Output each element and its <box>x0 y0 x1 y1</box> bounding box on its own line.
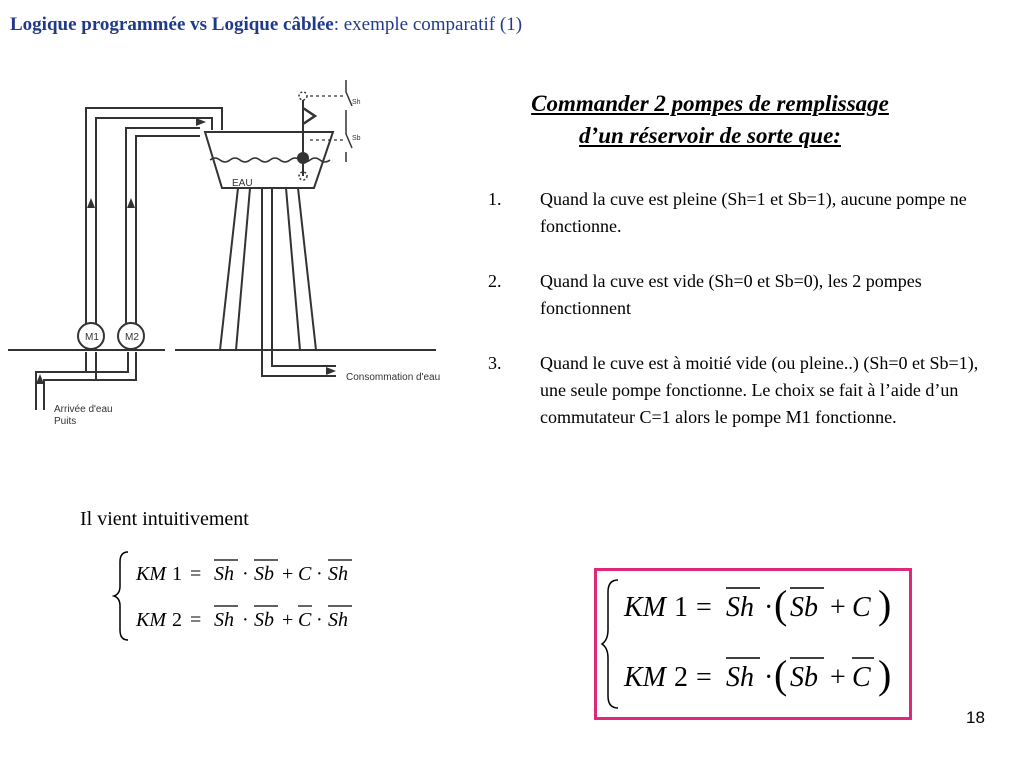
final-eq2-t2: Sb <box>790 662 818 693</box>
pipe-m1-inner <box>96 118 212 340</box>
water-tower-diagram <box>0 60 440 430</box>
pipe-m2-inner <box>136 136 200 340</box>
brace-intuitive <box>114 552 128 640</box>
tower-leg-left <box>220 188 238 350</box>
switch-sb <box>346 124 352 162</box>
slide-title-rest: : exemple comparatif (1) <box>333 14 523 35</box>
eq1-t1: Sh <box>214 563 234 585</box>
svg-text:): ) <box>878 582 892 627</box>
label-sb: Sb <box>352 135 361 142</box>
problem-heading-line2: d’un réservoir de sorte que: <box>579 123 841 148</box>
final-eq1-t2: Sb <box>790 592 818 623</box>
list-item-text: Quand le cuve est à moitié vide (ou pleine..) (Sh=0 et Sb=1), une seule pompe fonctionne. Le choix se fait à l’aide d’un commutateur C=1 alors le pompe M1 fonctionne. <box>540 353 979 427</box>
label-eau: EAU <box>232 178 253 189</box>
svg-text:(: ( <box>774 582 788 627</box>
list-item-number: 2. <box>488 271 502 291</box>
arrow-out <box>326 367 336 375</box>
list-item-text: Quand la cuve est pleine (Sh=1 et Sb=1), aucune pompe ne fonctionne. <box>540 189 967 236</box>
final-eq2-t3: C <box>852 662 871 693</box>
tower-leg-right <box>298 188 316 350</box>
final-eq2-lhs-num: 2 <box>674 662 688 693</box>
eq2-lhs-num: 2 <box>172 609 182 631</box>
pipe-inlet-inner <box>44 352 136 410</box>
eq2-t1: Sh <box>214 609 234 631</box>
label-arrivee: Arrivée d'eau <box>54 404 113 415</box>
float-ball <box>297 152 309 164</box>
eq1-t4: Sh <box>328 563 348 585</box>
svg-text:+: + <box>282 609 294 631</box>
arrow-into-tank <box>196 118 206 126</box>
list-item-number: 3. <box>488 353 502 373</box>
svg-text:+: + <box>282 563 294 585</box>
svg-text:·: · <box>316 563 323 585</box>
eq1-t2: Sb <box>254 563 274 585</box>
list-item-number: 1. <box>488 189 502 209</box>
svg-text:(: ( <box>774 652 788 697</box>
label-m2: M2 <box>125 332 139 343</box>
slide-title <box>10 14 522 36</box>
label-sh: Sh <box>352 99 361 106</box>
arrow-inlet <box>36 374 44 384</box>
pipe-outlet-inner <box>272 188 336 366</box>
arrow-up-left <box>87 198 95 208</box>
final-eq2-t1: Sh <box>726 662 754 693</box>
svg-text:): ) <box>878 652 892 697</box>
pipe-m1 <box>86 108 222 350</box>
final-eq1-t1: Sh <box>726 592 754 623</box>
label-consommation: Consommation d'eau <box>346 372 440 383</box>
eq1-t3: C <box>298 563 312 585</box>
svg-text:·: · <box>764 662 774 693</box>
eq2-t3: C <box>298 609 312 631</box>
final-eq2-lhs-var: KM <box>624 662 666 693</box>
svg-text:=: = <box>696 662 712 693</box>
problem-heading <box>440 88 980 152</box>
label-puits: Puits <box>54 416 77 427</box>
svg-text:+: + <box>830 592 846 623</box>
arrow-up-right <box>127 198 135 208</box>
eq1-lhs-num: 1 <box>172 563 182 585</box>
svg-text:·: · <box>242 609 249 631</box>
svg-text:·: · <box>764 592 774 623</box>
equations-final <box>594 568 912 720</box>
slide-title-bold: Logique programmée vs Logique câblée <box>10 14 334 35</box>
svg-text:+: + <box>830 662 846 693</box>
svg-text:=: = <box>696 592 712 623</box>
svg-text:=: = <box>190 609 202 631</box>
brace-final <box>602 580 618 708</box>
eq1-lhs-var: KM <box>136 563 166 585</box>
list-item-text: Quand la cuve est vide (Sh=0 et Sb=0), les 2 pompes fonctionnent <box>540 271 922 318</box>
svg-text:·: · <box>242 563 249 585</box>
problem-heading-line1: Commander 2 pompes de remplissage <box>531 91 889 116</box>
equations-intuitive <box>112 548 412 644</box>
eq2-lhs-var: KM <box>136 609 166 631</box>
svg-text:·: · <box>316 609 323 631</box>
intro-text: Il vient intuitivement <box>80 508 249 530</box>
final-eq1-lhs-var: KM <box>624 592 666 623</box>
water-surface <box>210 158 330 162</box>
page-number: 18 <box>966 708 985 727</box>
final-eq1-t3: C <box>852 592 871 623</box>
tower-leg-right-inner <box>286 188 300 350</box>
float-top <box>303 108 315 124</box>
pipe-m2 <box>126 128 200 340</box>
tower-leg-left-inner <box>236 188 250 350</box>
svg-text:=: = <box>190 563 202 585</box>
eq2-t2: Sb <box>254 609 274 631</box>
label-m1: M1 <box>85 332 99 343</box>
final-eq1-lhs-num: 1 <box>674 592 688 623</box>
eq2-t4: Sh <box>328 609 348 631</box>
